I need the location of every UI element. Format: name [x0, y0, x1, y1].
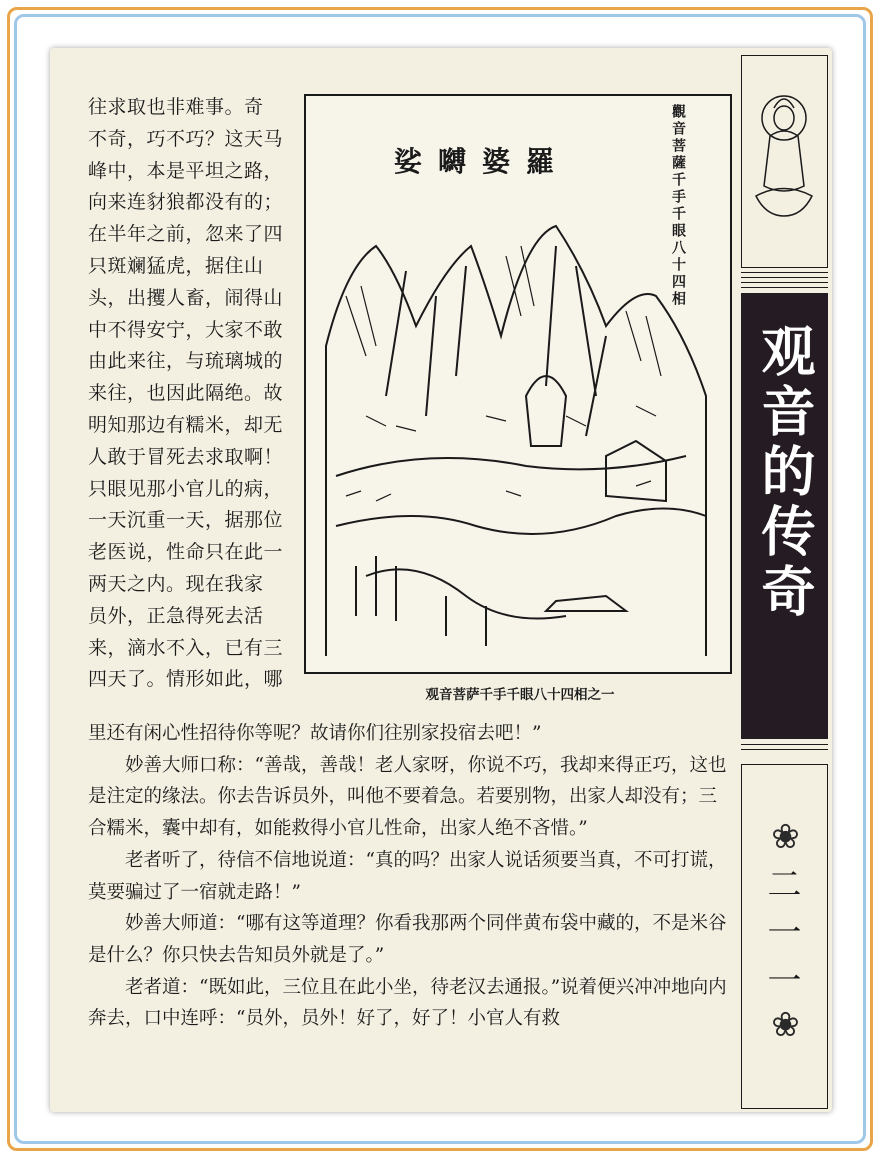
- text-line: 由此来往，与琉璃城的: [88, 350, 284, 373]
- text-line: 来往，也因此隔绝。故: [88, 382, 284, 405]
- text-line: 峰中，本是平坦之路，: [88, 159, 284, 182]
- text-line: 只眼见那小官儿的病，: [88, 477, 284, 500]
- text-line: 老医说，性命只在此一: [88, 541, 284, 564]
- paragraph: 里还有闲心性招待你等呢？故请你们往别家投宿去吧！”: [88, 723, 542, 744]
- paragraph: 妙善大师口称：“善哉，善哉！老人家呀，你说不巧，我却来得正巧，这也是注定的缘法。你去告诉员外，叫他不要着急。若要别物，出家人却没有；三合糯米，囊中却有，如能救得小官儿性命，出家人绝不吝惜。”: [88, 754, 727, 840]
- guanyin-figure-icon: [742, 56, 826, 266]
- text-line: 人敢于冒死去求取啊！: [88, 445, 284, 468]
- divider-lines-top-2: [741, 282, 828, 288]
- text-line: 明知那边有糯米，却无: [88, 413, 284, 436]
- text-line: 头，出攫人畜，闹得山: [88, 286, 284, 309]
- page-number-panel: [741, 764, 828, 1109]
- text-line: 员外，正急得死去活: [88, 604, 264, 627]
- illustration-title: 娑嚩婆羅: [393, 145, 570, 178]
- text-line: 向来连豺狼都没有的；: [88, 191, 284, 214]
- flower-ornament-icon: ❀: [771, 1005, 800, 1045]
- book-title-band: [741, 293, 828, 739]
- woodcut-illustration: [304, 94, 732, 674]
- illustration-caption: 观音菩萨千手千眼八十四相之一: [425, 687, 615, 703]
- wrapped-text-column: [88, 92, 303, 696]
- paragraph: 老者听了，待信不信地说道：“真的吗？出家人说话须要当真，不可打谎，莫要骗过了一宿就走路！”: [88, 849, 727, 903]
- text-line: 只斑斓猛虎，据住山: [88, 254, 264, 277]
- text-line: 四天了。情形如此，哪: [88, 668, 284, 691]
- text-line: 不奇，巧不巧？这天马: [88, 127, 284, 150]
- flower-ornament-icon: ❀: [771, 817, 800, 857]
- text-line: 来，滴水不入，已有三: [88, 636, 284, 659]
- text-line: 中不得安宁，大家不敢: [88, 318, 284, 341]
- book-title: 观音的传奇: [753, 323, 817, 623]
- paragraph: 老者道：“既如此，三位且在此小坐，待老汉去通报。”说着便兴冲冲地向内奔去，口中连呼：“员外，员外！好了，好了！小官人有救: [88, 976, 727, 1030]
- text-line: 两天之内。现在我家: [88, 572, 264, 595]
- divider-lines-bottom: [741, 744, 828, 750]
- paragraph: 妙善大师道：“哪有这等道理？你看我那两个同伴黄布袋中藏的，不是米谷是什么？你只快去告知员外就是了。”: [88, 913, 727, 966]
- page-number: 二一一: [761, 865, 801, 1010]
- guanyin-emblem-panel: [741, 55, 828, 268]
- text-line: 一天沉重一天，据那位: [88, 509, 284, 532]
- illustration-side-text: 觀音菩薩千手千眼八十四相: [670, 104, 686, 308]
- full-width-text: [88, 718, 728, 1035]
- text-line: 在半年之前，忽来了四: [88, 223, 284, 246]
- divider-lines-top: [741, 272, 828, 278]
- text-line: 往求取也非难事。奇: [88, 96, 264, 118]
